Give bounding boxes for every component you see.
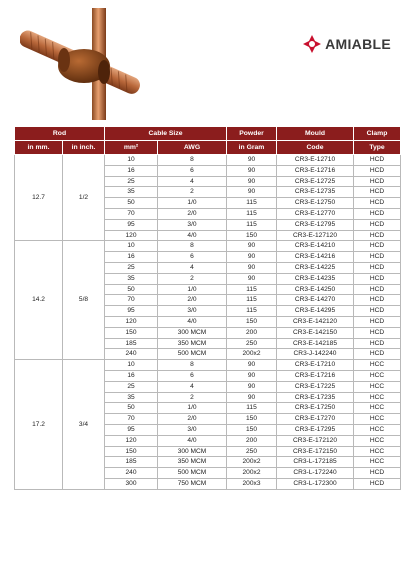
- powder-cell: 90: [227, 176, 277, 187]
- mm2-cell: 35: [105, 273, 158, 284]
- mould-code-cell: CR3-E-142150: [277, 327, 354, 338]
- mould-code-cell: CR3-E-12750: [277, 198, 354, 209]
- awg-cell: 2/0: [158, 414, 227, 425]
- awg-cell: 8: [158, 241, 227, 252]
- awg-cell: 4: [158, 381, 227, 392]
- mm2-cell: 50: [105, 403, 158, 414]
- powder-cell: 90: [227, 273, 277, 284]
- clamp-type-cell: HCD: [354, 165, 401, 176]
- awg-cell: 3/0: [158, 219, 227, 230]
- mm2-cell: 300: [105, 478, 158, 489]
- awg-cell: 2/0: [158, 208, 227, 219]
- powder-cell: 90: [227, 381, 277, 392]
- mould-code-cell: CR3-E-127120: [277, 230, 354, 241]
- powder-cell: 115: [227, 403, 277, 414]
- mm2-cell: 35: [105, 392, 158, 403]
- powder-cell: 150: [227, 230, 277, 241]
- clamp-type-cell: HCD: [354, 338, 401, 349]
- clamp-type-cell: HCC: [354, 457, 401, 468]
- clamp-type-cell: HCC: [354, 360, 401, 371]
- mm2-cell: 70: [105, 208, 158, 219]
- awg-cell: 6: [158, 252, 227, 263]
- powder-cell: 115: [227, 208, 277, 219]
- rod-mm-cell: 17.2: [15, 360, 63, 490]
- mm2-cell: 10: [105, 360, 158, 371]
- clamp-type-cell: HCC: [354, 392, 401, 403]
- mould-code-cell: CR3-L-172185: [277, 457, 354, 468]
- mould-code-cell: CR3-E-17225: [277, 381, 354, 392]
- powder-cell: 90: [227, 392, 277, 403]
- mould-code-cell: CR3-E-17270: [277, 414, 354, 425]
- powder-cell: 200: [227, 435, 277, 446]
- awg-cell: 300 MCM: [158, 446, 227, 457]
- powder-cell: 150: [227, 414, 277, 425]
- mm2-cell: 95: [105, 306, 158, 317]
- mould-code-cell: CR3-E-17216: [277, 370, 354, 381]
- header-powder: Powder: [227, 127, 277, 141]
- awg-cell: 3/0: [158, 306, 227, 317]
- mm2-cell: 16: [105, 252, 158, 263]
- mm2-cell: 95: [105, 219, 158, 230]
- mm2-cell: 10: [105, 241, 158, 252]
- mm2-cell: 16: [105, 370, 158, 381]
- awg-cell: 6: [158, 370, 227, 381]
- mm2-cell: 35: [105, 187, 158, 198]
- mould-code-cell: CR3-E-14270: [277, 295, 354, 306]
- header-cable-size: Cable Size: [105, 127, 227, 141]
- mm2-cell: 50: [105, 284, 158, 295]
- header-rod-mm: in mm.: [15, 141, 63, 155]
- header-rod-inch: in inch.: [63, 141, 105, 155]
- clamp-type-cell: HCD: [354, 198, 401, 209]
- clamp-type-cell: HCD: [354, 155, 401, 166]
- awg-cell: 1/0: [158, 403, 227, 414]
- powder-cell: 200: [227, 327, 277, 338]
- rod-mm-cell: 14.2: [15, 241, 63, 360]
- rod-inch-cell: 1/2: [63, 155, 105, 241]
- brand-name: AMIABLE: [325, 36, 391, 52]
- awg-cell: 6: [158, 165, 227, 176]
- mould-code-cell: CR3-E-12795: [277, 219, 354, 230]
- awg-cell: 1/0: [158, 198, 227, 209]
- mould-code-cell: CR3-E-12710: [277, 155, 354, 166]
- brand-logo: [302, 34, 391, 54]
- awg-cell: 8: [158, 155, 227, 166]
- awg-cell: 750 MCM: [158, 478, 227, 489]
- clamp-type-cell: HCD: [354, 219, 401, 230]
- awg-cell: 500 MCM: [158, 468, 227, 479]
- powder-cell: 115: [227, 219, 277, 230]
- mm2-cell: 240: [105, 468, 158, 479]
- clamp-type-cell: HCD: [354, 327, 401, 338]
- mm2-cell: 70: [105, 295, 158, 306]
- awg-cell: 4: [158, 176, 227, 187]
- mm2-cell: 10: [105, 155, 158, 166]
- powder-cell: 200x2: [227, 468, 277, 479]
- mm2-cell: 95: [105, 424, 158, 435]
- mm2-cell: 25: [105, 176, 158, 187]
- powder-cell: 150: [227, 424, 277, 435]
- powder-cell: 200x2: [227, 349, 277, 360]
- clamp-type-cell: HCD: [354, 262, 401, 273]
- clamp-type-cell: HCD: [354, 187, 401, 198]
- awg-cell: 500 MCM: [158, 349, 227, 360]
- mould-code-cell: CR3-L-172240: [277, 468, 354, 479]
- powder-cell: 90: [227, 252, 277, 263]
- mm2-cell: 25: [105, 381, 158, 392]
- mould-code-cell: CR3-E-14235: [277, 273, 354, 284]
- mould-code-cell: CR3-E-12725: [277, 176, 354, 187]
- awg-cell: 4: [158, 262, 227, 273]
- clamp-type-cell: HCC: [354, 414, 401, 425]
- mould-code-cell: CR3-J-142240: [277, 349, 354, 360]
- header-code: Code: [277, 141, 354, 155]
- mm2-cell: 120: [105, 435, 158, 446]
- mm2-cell: 25: [105, 262, 158, 273]
- clamp-type-cell: HCD: [354, 468, 401, 479]
- powder-cell: 90: [227, 360, 277, 371]
- clamp-type-cell: HCD: [354, 306, 401, 317]
- powder-cell: 115: [227, 306, 277, 317]
- mm2-cell: 240: [105, 349, 158, 360]
- powder-cell: 200x3: [227, 478, 277, 489]
- mould-code-cell: CR3-E-12735: [277, 187, 354, 198]
- header-in-gram: in Gram: [227, 141, 277, 155]
- powder-cell: 250: [227, 446, 277, 457]
- header-rod: Rod: [15, 127, 105, 141]
- mm2-cell: 185: [105, 457, 158, 468]
- mm2-cell: 50: [105, 198, 158, 209]
- header-awg: AWG: [158, 141, 227, 155]
- powder-cell: 115: [227, 295, 277, 306]
- mould-code-cell: CR3-E-17210: [277, 360, 354, 371]
- mm2-cell: 70: [105, 414, 158, 425]
- mould-code-cell: CR3-E-14250: [277, 284, 354, 295]
- awg-cell: 350 MCM: [158, 457, 227, 468]
- header-type: Type: [354, 141, 401, 155]
- rod-group: [15, 155, 401, 241]
- mould-code-cell: CR3-E-172150: [277, 446, 354, 457]
- mould-code-cell: CR3-E-142185: [277, 338, 354, 349]
- awg-cell: 8: [158, 360, 227, 371]
- awg-cell: 4/0: [158, 316, 227, 327]
- clamp-type-cell: HCD: [354, 349, 401, 360]
- mould-code-cell: CR3-E-14295: [277, 306, 354, 317]
- powder-cell: 115: [227, 198, 277, 209]
- clamp-type-cell: HCC: [354, 381, 401, 392]
- header-mould: Mould: [277, 127, 354, 141]
- mm2-cell: 150: [105, 446, 158, 457]
- mould-code-cell: CR3-E-14225: [277, 262, 354, 273]
- header-mm2: mm²: [105, 141, 158, 155]
- awg-cell: 3/0: [158, 424, 227, 435]
- spec-table: [14, 126, 401, 490]
- clamp-type-cell: HCD: [354, 316, 401, 327]
- powder-cell: 90: [227, 241, 277, 252]
- powder-cell: 200x2: [227, 457, 277, 468]
- mould-code-cell: CR3-E-142120: [277, 316, 354, 327]
- mould-code-cell: CR3-E-12770: [277, 208, 354, 219]
- rod-inch-cell: 5/8: [63, 241, 105, 360]
- awg-cell: 350 MCM: [158, 338, 227, 349]
- mould-code-cell: CR3-E-17295: [277, 424, 354, 435]
- clamp-type-cell: HCD: [354, 241, 401, 252]
- mm2-cell: 16: [105, 165, 158, 176]
- awg-cell: 4/0: [158, 435, 227, 446]
- powder-cell: 90: [227, 165, 277, 176]
- awg-cell: 2: [158, 273, 227, 284]
- rod-group: [15, 360, 401, 490]
- mould-code-cell: CR3-E-17235: [277, 392, 354, 403]
- table-row: [15, 360, 401, 371]
- mm2-cell: 120: [105, 230, 158, 241]
- clamp-type-cell: HCC: [354, 435, 401, 446]
- clamp-type-cell: HCC: [354, 424, 401, 435]
- powder-cell: 90: [227, 370, 277, 381]
- table-row: [15, 241, 401, 252]
- clamp-type-cell: HCC: [354, 370, 401, 381]
- clamp-type-cell: HCD: [354, 284, 401, 295]
- clamp-type-cell: HCC: [354, 403, 401, 414]
- powder-cell: 90: [227, 187, 277, 198]
- clamp-type-cell: HCD: [354, 208, 401, 219]
- awg-cell: 2: [158, 392, 227, 403]
- rod-inch-cell: 3/4: [63, 360, 105, 490]
- clamp-type-cell: HCD: [354, 176, 401, 187]
- brand-mark-icon: [302, 34, 322, 54]
- table-row: [15, 155, 401, 166]
- mould-code-cell: CR3-E-12716: [277, 165, 354, 176]
- powder-cell: 115: [227, 284, 277, 295]
- mould-code-cell: CR3-E-172120: [277, 435, 354, 446]
- table-header: [15, 127, 401, 155]
- clamp-type-cell: HCD: [354, 252, 401, 263]
- powder-cell: 90: [227, 155, 277, 166]
- awg-cell: 2/0: [158, 295, 227, 306]
- awg-cell: 4/0: [158, 230, 227, 241]
- mm2-cell: 185: [105, 338, 158, 349]
- mm2-cell: 150: [105, 327, 158, 338]
- clamp-type-cell: HCD: [354, 230, 401, 241]
- clamp-type-cell: HCD: [354, 478, 401, 489]
- header-clamp: Clamp: [354, 127, 401, 141]
- awg-cell: 300 MCM: [158, 327, 227, 338]
- awg-cell: 2: [158, 187, 227, 198]
- powder-cell: 90: [227, 262, 277, 273]
- mould-code-cell: CR3-E-14216: [277, 252, 354, 263]
- powder-cell: 250: [227, 338, 277, 349]
- powder-cell: 150: [227, 316, 277, 327]
- rod-mm-cell: 12.7: [15, 155, 63, 241]
- mould-code-cell: CR3-E-14210: [277, 241, 354, 252]
- mould-code-cell: CR3-L-172300: [277, 478, 354, 489]
- mould-code-cell: CR3-E-17250: [277, 403, 354, 414]
- awg-cell: 1/0: [158, 284, 227, 295]
- clamp-type-cell: HCD: [354, 295, 401, 306]
- rod-group: [15, 241, 401, 360]
- product-image: [20, 8, 140, 120]
- clamp-type-cell: HCD: [354, 273, 401, 284]
- clamp-type-cell: HCC: [354, 446, 401, 457]
- mm2-cell: 120: [105, 316, 158, 327]
